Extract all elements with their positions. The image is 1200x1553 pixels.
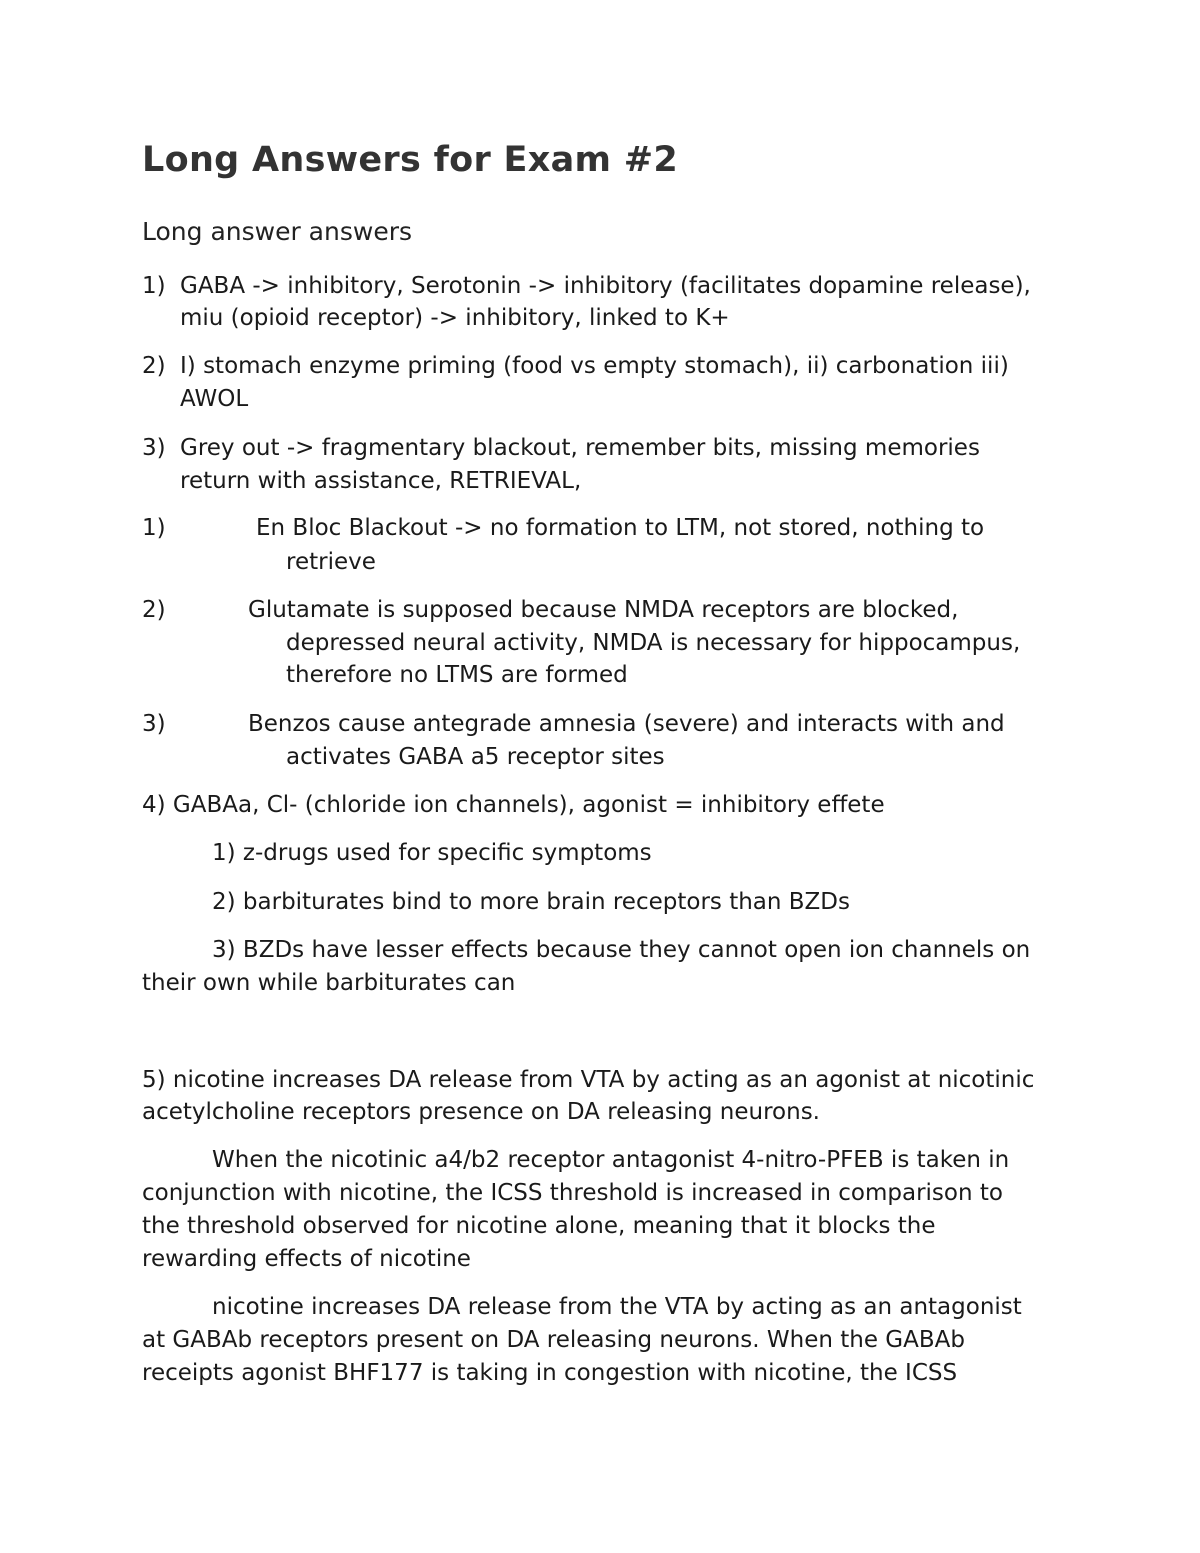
answer-3-sub-1-line-2: retrieve	[286, 549, 376, 575]
answer-3-sub-2-number: 2)	[142, 597, 166, 623]
answer-1-line-1: GABA -> inhibitory, Serotonin -> inhibitory (facilitates dopamine release),	[180, 273, 1031, 299]
answer-4-item-3-line-1: 3) BZDs have lesser effects because they cannot open ion channels on	[212, 937, 1031, 963]
answer-3-number: 3)	[142, 435, 166, 461]
answer-3-sub-2-line-3: therefore no LTMS are formed	[286, 662, 628, 688]
answer-1-number: 1)	[142, 273, 166, 299]
answer-2-line-2: AWOL	[180, 386, 249, 412]
answer-4-item-2: 2) barbiturates bind to more brain receptors than BZDs	[212, 889, 851, 915]
answer-5-paragraph-2-line-2: at GABAb receptors present on DA releasing neurons. When the GABAb	[142, 1327, 965, 1353]
answer-5-paragraph-1-line-3: the threshold observed for nicotine alone, meaning that it blocks the	[142, 1213, 936, 1239]
answer-4-item-3-line-2: their own while barbiturates can	[142, 970, 516, 996]
page-title: Long Answers for Exam #2	[142, 140, 679, 180]
answer-5-paragraph-1-line-1: When the nicotinic a4/b2 receptor antagonist 4-nitro-PFEB is taken in	[212, 1147, 1010, 1173]
answer-3-sub-3-line-2: activates GABA a5 receptor sites	[286, 744, 665, 770]
answer-5-line-2: acetylcholine receptors presence on DA releasing neurons.	[142, 1099, 820, 1125]
answer-3-sub-3-number: 3)	[142, 711, 166, 737]
answer-5-line-1: 5) nicotine increases DA release from VTA by acting as an agonist at nicotinic	[142, 1067, 1035, 1093]
answer-5-paragraph-2-line-3: receipts agonist BHF177 is taking in congestion with nicotine, the ICSS	[142, 1360, 958, 1386]
answer-2-line-1: I) stomach enzyme priming (food vs empty stomach), ii) carbonation iii)	[180, 353, 1009, 379]
answer-3-sub-3-line-1: Benzos cause antegrade amnesia (severe) and interacts with and	[248, 711, 1005, 737]
answer-5-paragraph-1-line-4: rewarding effects of nicotine	[142, 1246, 471, 1272]
answer-2-number: 2)	[142, 353, 166, 379]
answer-3-line-1: Grey out -> fragmentary blackout, remember bits, missing memories	[180, 435, 980, 461]
section-heading: Long answer answers	[142, 217, 413, 246]
answer-5-paragraph-2-line-1: nicotine increases DA release from the VTA by acting as an antagonist	[212, 1294, 1022, 1320]
answer-3-sub-2-line-1: Glutamate is supposed because NMDA receptors are blocked,	[248, 597, 959, 623]
answer-3-sub-1-line-1: En Bloc Blackout -> no formation to LTM, not stored, nothing to	[256, 515, 985, 541]
answer-3-sub-1-number: 1)	[142, 515, 166, 541]
answer-3-sub-2-line-2: depressed neural activity, NMDA is necessary for hippocampus,	[286, 630, 1021, 656]
answer-1-line-2: miu (opioid receptor) -> inhibitory, linked to K+	[180, 305, 730, 331]
answer-3-line-2: return with assistance, RETRIEVAL,	[180, 468, 582, 494]
answer-4-item-1: 1) z-drugs used for specific symptoms	[212, 840, 652, 866]
answer-4-line-1: 4) GABAa, Cl- (chloride ion channels), agonist = inhibitory effete	[142, 792, 885, 818]
answer-5-paragraph-1-line-2: conjunction with nicotine, the ICSS threshold is increased in comparison to	[142, 1180, 1003, 1206]
